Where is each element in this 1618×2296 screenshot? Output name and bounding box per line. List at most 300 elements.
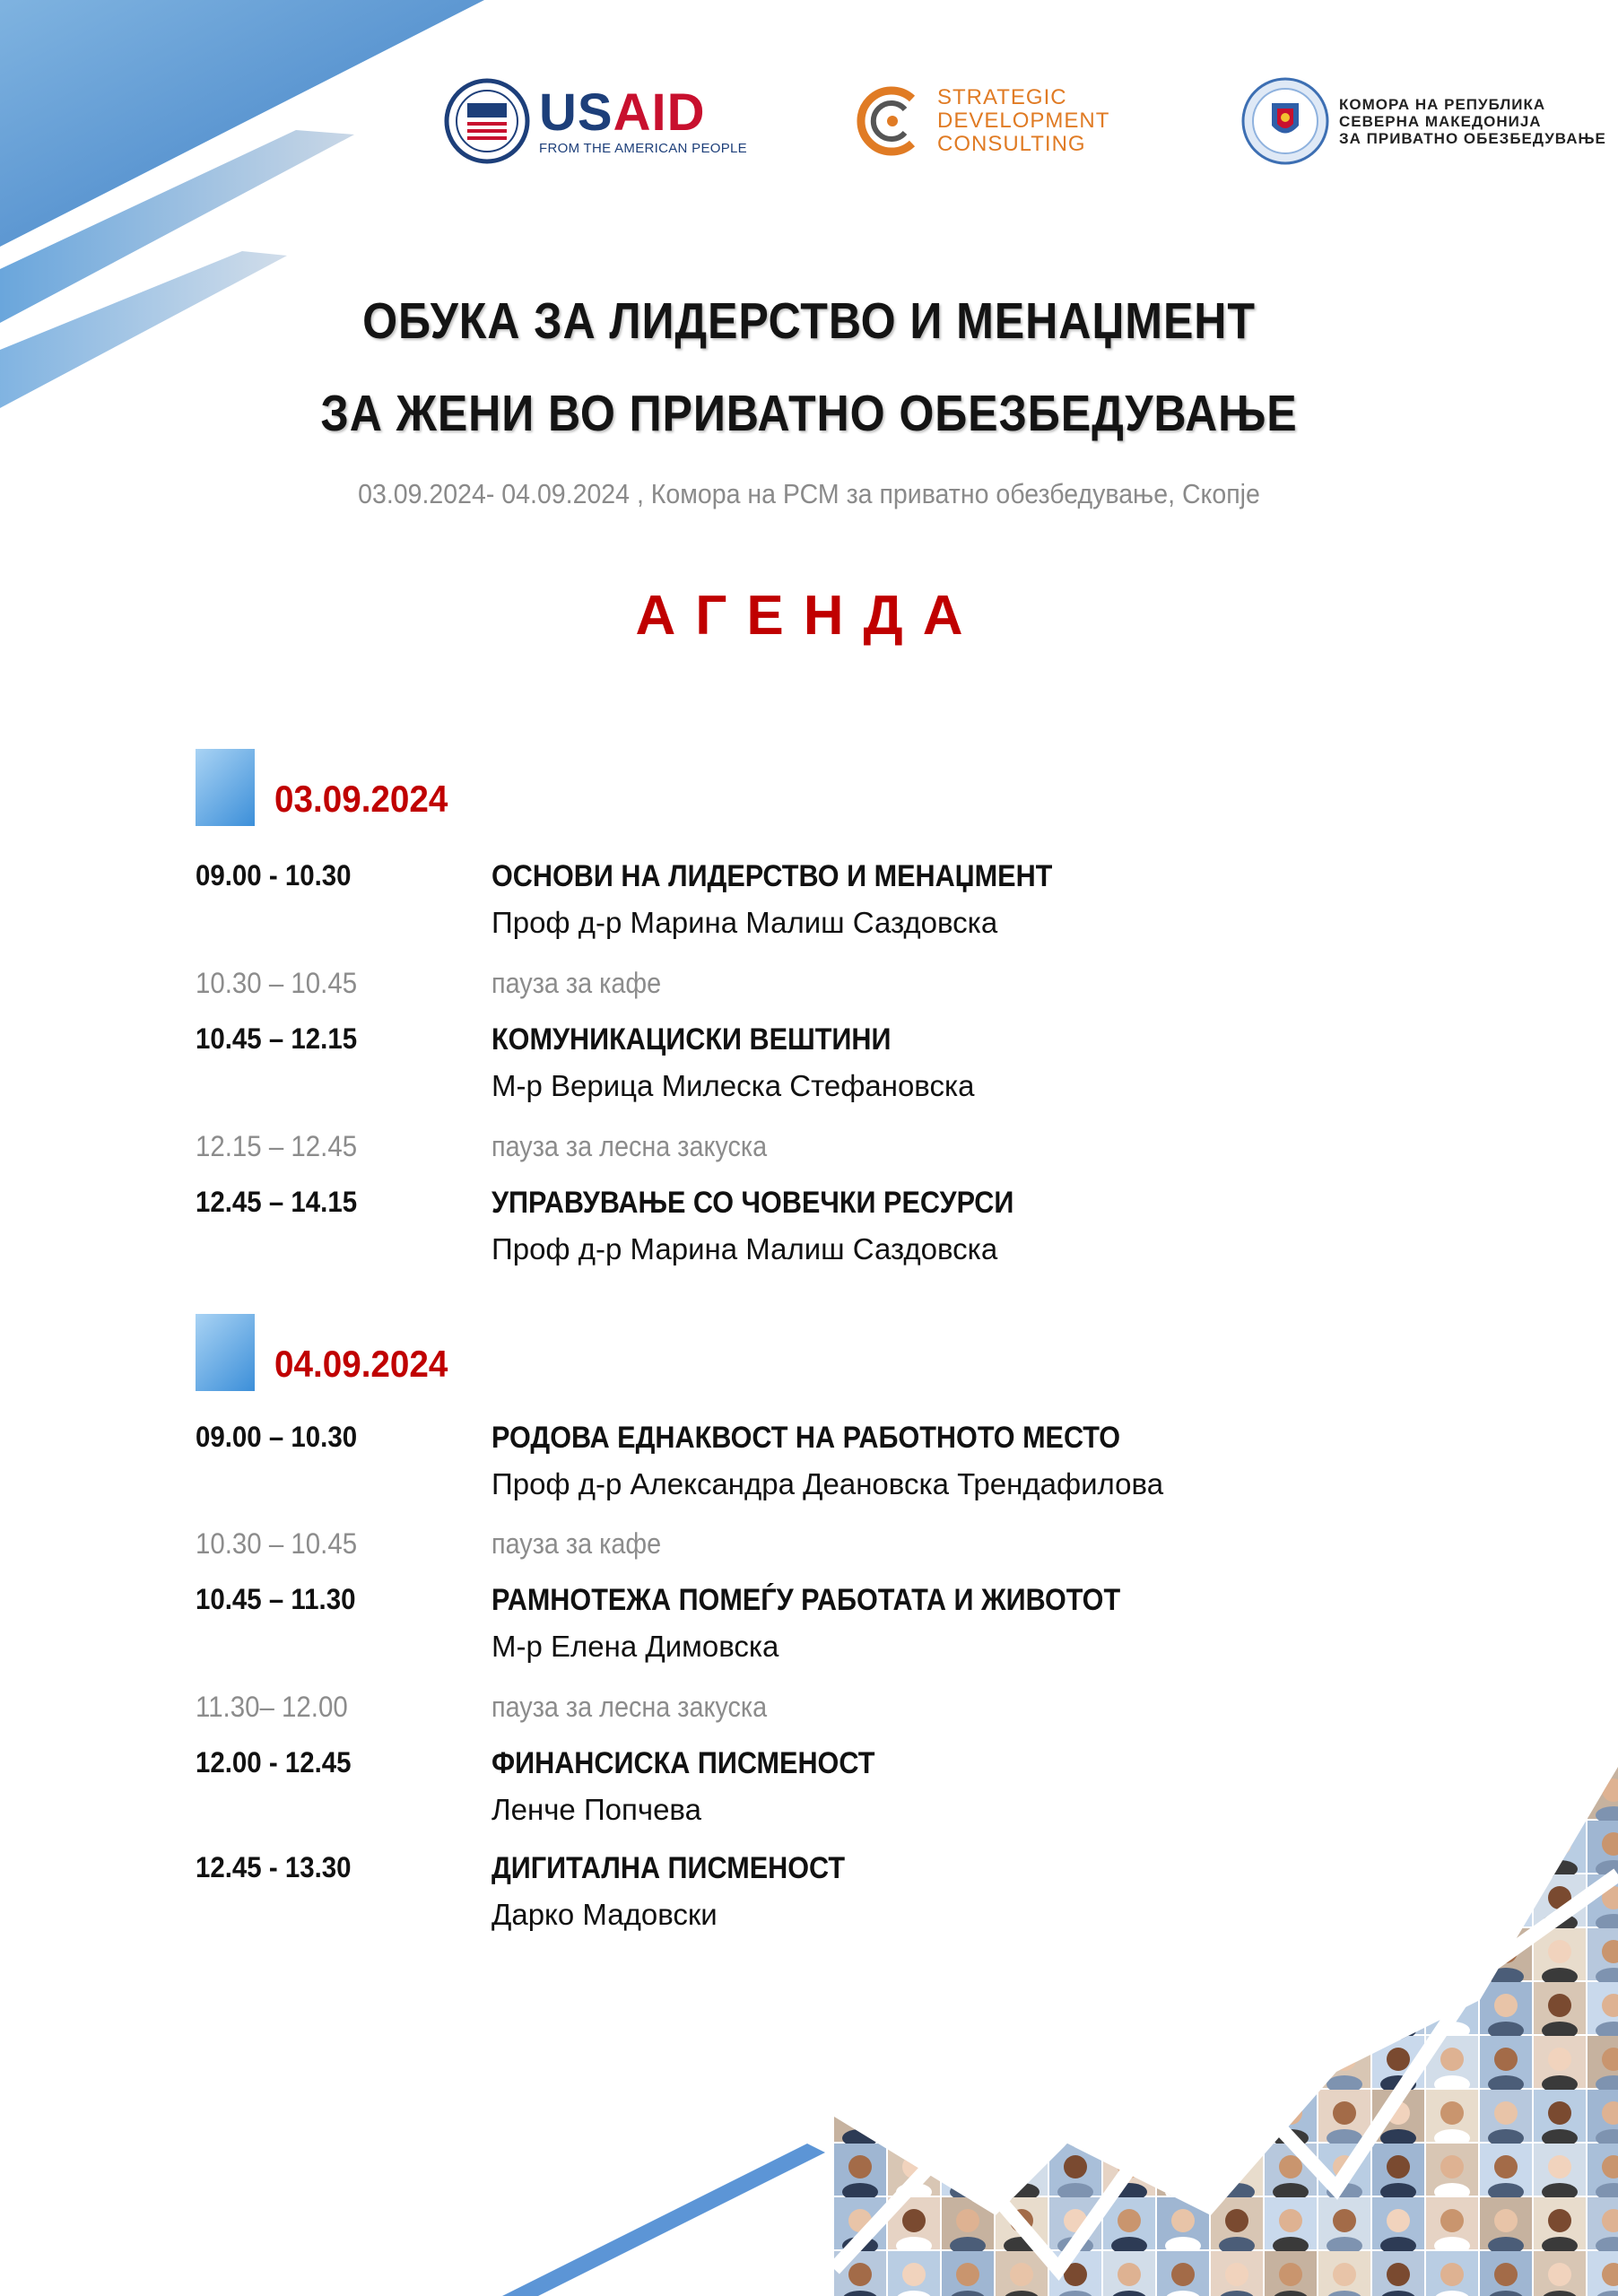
collage-tile — [1157, 1874, 1209, 1926]
collage-tile — [834, 1928, 886, 1980]
collage-shoulders — [1057, 1806, 1093, 1824]
collage-tile — [834, 1767, 886, 1819]
collage-shoulders — [842, 2075, 878, 2093]
collage-tile — [1157, 1821, 1209, 1873]
collage-tile — [1211, 1767, 1263, 1819]
collage-face — [1333, 1779, 1356, 1802]
collage-shoulders — [1057, 2129, 1093, 2147]
usaid-logo: USAID FROM THE AMERICAN PEOPLE — [444, 72, 747, 170]
day-marker — [196, 749, 255, 826]
collage-shoulders — [1273, 1806, 1309, 1824]
agenda-time: 12.45 - 13.30 — [196, 1851, 352, 1883]
collage-face — [1440, 1886, 1464, 1909]
decorative-stripes — [0, 0, 538, 430]
collage-shoulders — [842, 1914, 878, 1932]
collage-face — [1279, 2155, 1302, 2179]
collage-shoulders — [1111, 1968, 1147, 1986]
collage-tile — [1372, 1767, 1424, 1819]
collage-face — [1118, 1832, 1141, 1856]
collage-face — [1548, 1832, 1571, 1856]
collage-shoulders — [1327, 1914, 1362, 1932]
collage-shoulders — [1488, 1860, 1524, 1878]
collage-shoulders — [1219, 2129, 1255, 2147]
collage-tile — [1480, 1874, 1532, 1926]
day-date: 03.09.2024 — [274, 778, 448, 820]
collage-face — [848, 2263, 872, 2286]
collage-shoulders — [1165, 2129, 1201, 2147]
collage-tile — [888, 1874, 940, 1926]
collage-shoulders — [1434, 1914, 1470, 1932]
title-line-1: ОБУКА ЗА ЛИДЕРСТВО И МЕНАЏМЕНТ — [362, 292, 1256, 350]
collage-face — [1279, 2048, 1302, 2071]
collage-shoulders — [950, 1914, 986, 1932]
agenda-time: 12.00 - 12.45 — [196, 1746, 352, 1779]
collage-face — [1171, 2048, 1195, 2071]
collage-face — [1064, 2155, 1087, 2179]
collage-tile — [1480, 1767, 1532, 1819]
collage-face — [1548, 1779, 1571, 1802]
collage-face — [1548, 2048, 1571, 2071]
collage-tile — [1157, 1928, 1209, 1980]
collage-tile — [1372, 1982, 1424, 2034]
agenda-time: 12.45 – 14.15 — [196, 1186, 358, 1218]
collage-face — [902, 1994, 926, 2017]
collage-face — [1494, 1832, 1518, 1856]
collage-shoulders — [1004, 1914, 1040, 1932]
collage-tile — [888, 2036, 940, 2088]
collage-tile — [1318, 1928, 1370, 1980]
collage-face — [1225, 1994, 1248, 2017]
collage-face — [1010, 2155, 1033, 2179]
collage-face — [956, 1832, 979, 1856]
collage-face — [1225, 2263, 1248, 2286]
collage-shoulders — [950, 2022, 986, 2039]
collage-tile — [888, 1928, 940, 1980]
collage-shoulders — [1219, 1968, 1255, 1986]
collage-tile — [1480, 1821, 1532, 1873]
collage-tile — [834, 2036, 886, 2088]
collage-face — [1494, 1886, 1518, 1909]
collage-face — [1387, 1940, 1410, 1963]
collage-face — [1064, 1940, 1087, 1963]
agenda-time: 12.15 – 12.45 — [196, 1130, 358, 1162]
collage-tile — [1049, 1982, 1101, 2034]
collage-tile — [1318, 1874, 1370, 1926]
collage-face — [1010, 1940, 1033, 1963]
collage-tile — [1534, 1767, 1586, 1819]
collage-face — [848, 1886, 872, 1909]
collage-tile — [996, 1874, 1048, 1926]
collage-face — [956, 1779, 979, 1802]
collage-tile — [942, 1821, 994, 1873]
collage-face — [1010, 1886, 1033, 1909]
collage-face — [1387, 1832, 1410, 1856]
collage-face — [1064, 2048, 1087, 2071]
collage-face — [956, 2209, 979, 2232]
collage-face — [902, 2048, 926, 2071]
collage-face — [1440, 2155, 1464, 2179]
collage-face — [1548, 2155, 1571, 2179]
collage-face — [1225, 2101, 1248, 2125]
collage-face — [902, 1940, 926, 1963]
collage-face — [1010, 2101, 1033, 2125]
logo-bar — [0, 72, 1618, 170]
collage-face — [956, 1886, 979, 1909]
collage-face — [1440, 2048, 1464, 2071]
collage-face — [848, 2048, 872, 2071]
collage-face — [902, 1779, 926, 1802]
collage-tile — [1211, 1874, 1263, 1926]
agenda-time: 10.45 – 11.30 — [196, 1583, 356, 1615]
collage-shoulders — [1380, 1860, 1416, 1878]
collage-shoulders — [1004, 2022, 1040, 2039]
komora-logo — [1240, 72, 1606, 170]
collage-tile — [996, 1821, 1048, 1873]
collage-shoulders — [1165, 2022, 1201, 2039]
collage-face — [1171, 1779, 1195, 1802]
agenda-speaker: Ленче Попчева — [491, 1793, 701, 1826]
sdc-emblem-icon — [857, 81, 928, 161]
collage-face — [1010, 1832, 1033, 1856]
collage-face — [1225, 2209, 1248, 2232]
day-header — [196, 749, 463, 826]
agenda-topic: ОСНОВИ НА ЛИДЕРСТВО И МЕНАЏМЕНТ — [491, 859, 1053, 893]
collage-face — [1064, 2101, 1087, 2125]
collage-shoulders — [1004, 1968, 1040, 1986]
komora-line2: СЕВЕРНА МАКЕДОНИЈА — [1339, 112, 1542, 130]
collage-tile — [1211, 1928, 1263, 1980]
collage-tile — [1265, 1821, 1317, 1873]
day-header — [196, 1314, 463, 1391]
collage-shoulders — [1004, 2129, 1040, 2147]
collage-shoulders — [1488, 1914, 1524, 1932]
collage-shoulders — [950, 1968, 986, 1986]
collage-tile — [942, 1928, 994, 1980]
collage-face — [1548, 2263, 1571, 2286]
collage-face — [1387, 1886, 1410, 1909]
collage-shoulders — [1219, 1806, 1255, 1824]
collage-shoulders — [1273, 2022, 1309, 2039]
day-date: 04.09.2024 — [274, 1343, 448, 1385]
agenda-topic: УПРАВУВАЊЕ СО ЧОВЕЧКИ РЕСУРСИ — [491, 1186, 1014, 1220]
agenda-time: 10.30 – 10.45 — [196, 1527, 358, 1560]
collage-shoulders — [896, 2129, 932, 2147]
collage-shoulders — [896, 2075, 932, 2093]
collage-face — [1440, 1779, 1464, 1802]
title-line-2: ЗА ЖЕНИ ВО ПРИВАТНО ОБЕЗБЕДУВАЊЕ — [320, 385, 1298, 442]
sdc-line3: CONSULTING — [937, 132, 1086, 156]
collage-face — [1387, 2263, 1410, 2286]
collage-shoulders — [1111, 2075, 1147, 2093]
collage-tile — [1372, 1928, 1424, 1980]
collage-tile — [888, 1982, 940, 2034]
collage-shoulders — [950, 1860, 986, 1878]
collage-shoulders — [842, 1968, 878, 1986]
collage-face — [848, 2101, 872, 2125]
collage-shoulders — [1165, 1806, 1201, 1824]
collage-tile — [1318, 1767, 1370, 1819]
collage-face — [1225, 1779, 1248, 1802]
collage-face — [1494, 2209, 1518, 2232]
collage-face — [1064, 1832, 1087, 1856]
collage-tile — [996, 2036, 1048, 2088]
collage-face — [1064, 1779, 1087, 1802]
collage-face — [848, 1994, 872, 2017]
collage-face — [1387, 2155, 1410, 2179]
event-subtitle: 03.09.2024- 04.09.2024 , Комора на РСМ за приватно обезбедување, Скопје — [358, 478, 1260, 509]
collage-tile — [1049, 1821, 1101, 1873]
collage-face — [1494, 1779, 1518, 1802]
collage-face — [1333, 2263, 1356, 2286]
collage-tile — [888, 2090, 940, 2142]
collage-face — [1118, 2101, 1141, 2125]
collage-tile — [1049, 2090, 1101, 2142]
day-marker — [196, 1314, 255, 1391]
collage-face — [956, 1940, 979, 1963]
collage-shoulders — [1488, 1806, 1524, 1824]
collage-face — [1387, 2209, 1410, 2232]
collage-face — [1494, 2048, 1518, 2071]
collage-tile — [1426, 1767, 1478, 1819]
collage-shoulders — [896, 1860, 932, 1878]
collage-tile — [996, 2144, 1048, 2196]
collage-tile — [1318, 1821, 1370, 1873]
collage-shoulders — [1004, 1806, 1040, 1824]
collage-face — [1118, 1940, 1141, 1963]
collage-face — [902, 1886, 926, 1909]
collage-tile — [1049, 1767, 1101, 1819]
agenda-topic: РОДОВА ЕДНАКВОСТ НА РАБОТНОТО МЕСТО — [491, 1421, 1121, 1455]
collage-shoulders — [1434, 1806, 1470, 1824]
collage-face — [1494, 1994, 1518, 2017]
collage-face — [1118, 2263, 1141, 2286]
collage-face — [1548, 2209, 1571, 2232]
collage-shoulders — [1165, 1860, 1201, 1878]
collage-face — [902, 2209, 926, 2232]
collage-shoulders — [1434, 1860, 1470, 1878]
agenda-topic: ДИГИТАЛНА ПИСМЕНОСТ — [491, 1851, 846, 1885]
collage-tile — [1211, 1821, 1263, 1873]
collage-tile — [1534, 1821, 1586, 1873]
collage-tile — [1318, 1982, 1370, 2034]
collage-face — [1387, 1994, 1410, 2017]
collage-shoulders — [842, 1806, 878, 1824]
collage-face — [1225, 1832, 1248, 1856]
collage-shoulders — [1165, 1914, 1201, 1932]
collage-face — [1225, 1886, 1248, 1909]
agenda-time: 10.30 – 10.45 — [196, 967, 358, 999]
collage-tile — [1265, 1767, 1317, 1819]
collage-shoulders — [950, 2075, 986, 2093]
collage-tile — [1103, 1874, 1155, 1926]
collage-face — [1118, 1994, 1141, 2017]
collage-face — [1171, 2209, 1195, 2232]
agenda-topic: РАМНОТЕЖА ПОМЕЃУ РАБОТАТА И ЖИВОТОТ — [491, 1583, 1121, 1617]
collage-tile — [1157, 1982, 1209, 2034]
collage-tile — [942, 1767, 994, 1819]
collage-shoulders — [1273, 1860, 1309, 1878]
agenda-heading: АГЕНДА — [635, 585, 983, 647]
agenda-time: 09.00 - 10.30 — [196, 859, 352, 891]
collage-face — [1279, 1779, 1302, 1802]
collage-face — [1440, 1940, 1464, 1963]
collage-shoulders — [1111, 1914, 1147, 1932]
sdc-line1: STRATEGIC — [937, 85, 1067, 109]
collage-shoulders — [1273, 1968, 1309, 1986]
collage-face — [1225, 2155, 1248, 2179]
collage-face — [902, 2263, 926, 2286]
komora-line3: ЗА ПРИВАТНО ОБЕЗБЕДУВАЊЕ — [1339, 129, 1606, 147]
agenda-topic: КОМУНИКАЦИСКИ ВЕШТИНИ — [491, 1022, 892, 1057]
collage-face — [1171, 1832, 1195, 1856]
agenda-topic: пауза за лесна закуска — [491, 1130, 768, 1162]
collage-face — [1279, 1886, 1302, 1909]
collage-face — [1440, 2263, 1464, 2286]
collage-face — [956, 1994, 979, 2017]
collage-face — [1010, 1779, 1033, 1802]
komora-line1: КОМОРА НА РЕПУБЛИКА — [1339, 95, 1546, 113]
collage-shoulders — [1057, 2022, 1093, 2039]
agenda-time: 10.45 – 12.15 — [196, 1022, 358, 1055]
agenda-speaker: Проф д-р Марина Малиш Саздовска — [491, 1232, 998, 1265]
collage-face — [1279, 1940, 1302, 1963]
collage-shoulders — [896, 1914, 932, 1932]
collage-face — [902, 2101, 926, 2125]
collage-face — [1548, 1940, 1571, 1963]
collage-tile — [1103, 1982, 1155, 2034]
collage-tile — [1103, 2036, 1155, 2088]
collage-face — [1118, 1886, 1141, 1909]
agenda-speaker: Проф д-р Александра Деановска Трендафилова — [491, 1467, 1164, 1500]
collage-face — [1064, 1994, 1087, 2017]
collage-tile — [942, 1874, 994, 1926]
collage-face — [1118, 1779, 1141, 1802]
collage-face — [1494, 2263, 1518, 2286]
agenda-topic: ФИНАНСИСКА ПИСМЕНОСТ — [491, 1746, 875, 1780]
collage-shoulders — [1327, 1806, 1362, 1824]
decorative-stripe-bottom — [502, 2144, 825, 2296]
collage-face — [1171, 1940, 1195, 1963]
collage-tile — [1211, 1982, 1263, 2034]
collage-tile — [1372, 1821, 1424, 1873]
agenda-speaker: Проф д-р Марина Малиш Саздовска — [491, 906, 998, 939]
collage-face — [1387, 1779, 1410, 1802]
collage-tile — [996, 1928, 1048, 1980]
collage-tile — [1265, 1982, 1317, 2034]
collage-face — [1333, 2101, 1356, 2125]
agenda-topic: пауза за лесна закуска — [491, 1691, 768, 1723]
collage-face — [1333, 1886, 1356, 1909]
collage-face — [1010, 1994, 1033, 2017]
collage-shoulders — [1111, 2022, 1147, 2039]
collage-tile — [834, 1821, 886, 1873]
collage-shoulders — [1542, 1806, 1578, 1824]
collage-tile — [1157, 1767, 1209, 1819]
collage-face — [1494, 2155, 1518, 2179]
collage-tile — [1265, 1928, 1317, 1980]
collage-tile — [1372, 1874, 1424, 1926]
collage-face — [848, 2155, 872, 2179]
collage-face — [1279, 2263, 1302, 2286]
collage-face — [1333, 1994, 1356, 2017]
collage-shoulders — [950, 1806, 986, 1824]
collage-tile — [1049, 2036, 1101, 2088]
collage-face — [1279, 1994, 1302, 2017]
collage-tile — [834, 1874, 886, 1926]
collage-shoulders — [1273, 2075, 1309, 2093]
collage-face — [1440, 2101, 1464, 2125]
collage-tile — [996, 1982, 1048, 2034]
collage-shoulders — [1057, 1914, 1093, 1932]
collage-face — [902, 1832, 926, 1856]
collage-face — [1333, 1940, 1356, 1963]
collage-shoulders — [1111, 1806, 1147, 1824]
komora-emblem-icon — [1240, 76, 1330, 166]
collage-shoulders — [1273, 1914, 1309, 1932]
collage-tile — [834, 1982, 886, 2034]
collage-face — [1118, 2048, 1141, 2071]
collage-tile — [1103, 1821, 1155, 1873]
collage-face — [1333, 2209, 1356, 2232]
agenda-time: 09.00 – 10.30 — [196, 1421, 358, 1453]
collage-shoulders — [1380, 1968, 1416, 1986]
collage-shoulders — [896, 1806, 932, 1824]
usaid-tagline: FROM THE AMERICAN PEOPLE — [539, 140, 747, 156]
collage-shoulders — [1111, 1860, 1147, 1878]
agenda-topic: пауза за кафе — [491, 1527, 662, 1560]
collage-shoulders — [1219, 1914, 1255, 1932]
collage-shoulders — [1219, 2022, 1255, 2039]
collage-tile — [942, 1982, 994, 2034]
collage-face — [1064, 1886, 1087, 1909]
sdc-logo — [857, 72, 1109, 170]
collage-tile — [1265, 2036, 1317, 2088]
collage-face — [1171, 1886, 1195, 1909]
collage-shoulders — [1327, 1860, 1362, 1878]
collage-shoulders — [1057, 2075, 1093, 2093]
collage-shoulders — [1057, 1860, 1093, 1878]
collage-tile — [1103, 1928, 1155, 1980]
collage-shoulders — [1004, 2075, 1040, 2093]
collage-tile — [888, 1821, 940, 1873]
collage-tile — [996, 1767, 1048, 1819]
collage-shoulders — [1004, 1860, 1040, 1878]
collage-tile — [888, 1767, 940, 1819]
collage-face — [848, 1940, 872, 1963]
collage-face — [956, 2048, 979, 2071]
collage-shoulders — [896, 2022, 932, 2039]
collage-shoulders — [842, 1860, 878, 1878]
collage-face — [1171, 2263, 1195, 2286]
collage-face — [1171, 2155, 1195, 2179]
collage-tile — [1426, 1928, 1478, 1980]
collage-face — [1171, 1994, 1195, 2017]
agenda-speaker: М-р Елена Димовска — [491, 1630, 779, 1663]
collage-tile — [1049, 1928, 1101, 1980]
collage-tile — [1426, 1821, 1478, 1873]
people-photo-collage — [834, 1767, 1618, 2296]
collage-face — [1387, 2048, 1410, 2071]
collage-tile — [1103, 1767, 1155, 1819]
collage-shoulders — [1327, 1968, 1362, 1986]
collage-tile — [942, 2036, 994, 2088]
collage-face — [1548, 2101, 1571, 2125]
collage-tile — [942, 2090, 994, 2142]
collage-face — [1118, 2209, 1141, 2232]
collage-tile — [1265, 1874, 1317, 1926]
collage-tile — [1049, 1874, 1101, 1926]
collage-face — [1440, 1832, 1464, 1856]
